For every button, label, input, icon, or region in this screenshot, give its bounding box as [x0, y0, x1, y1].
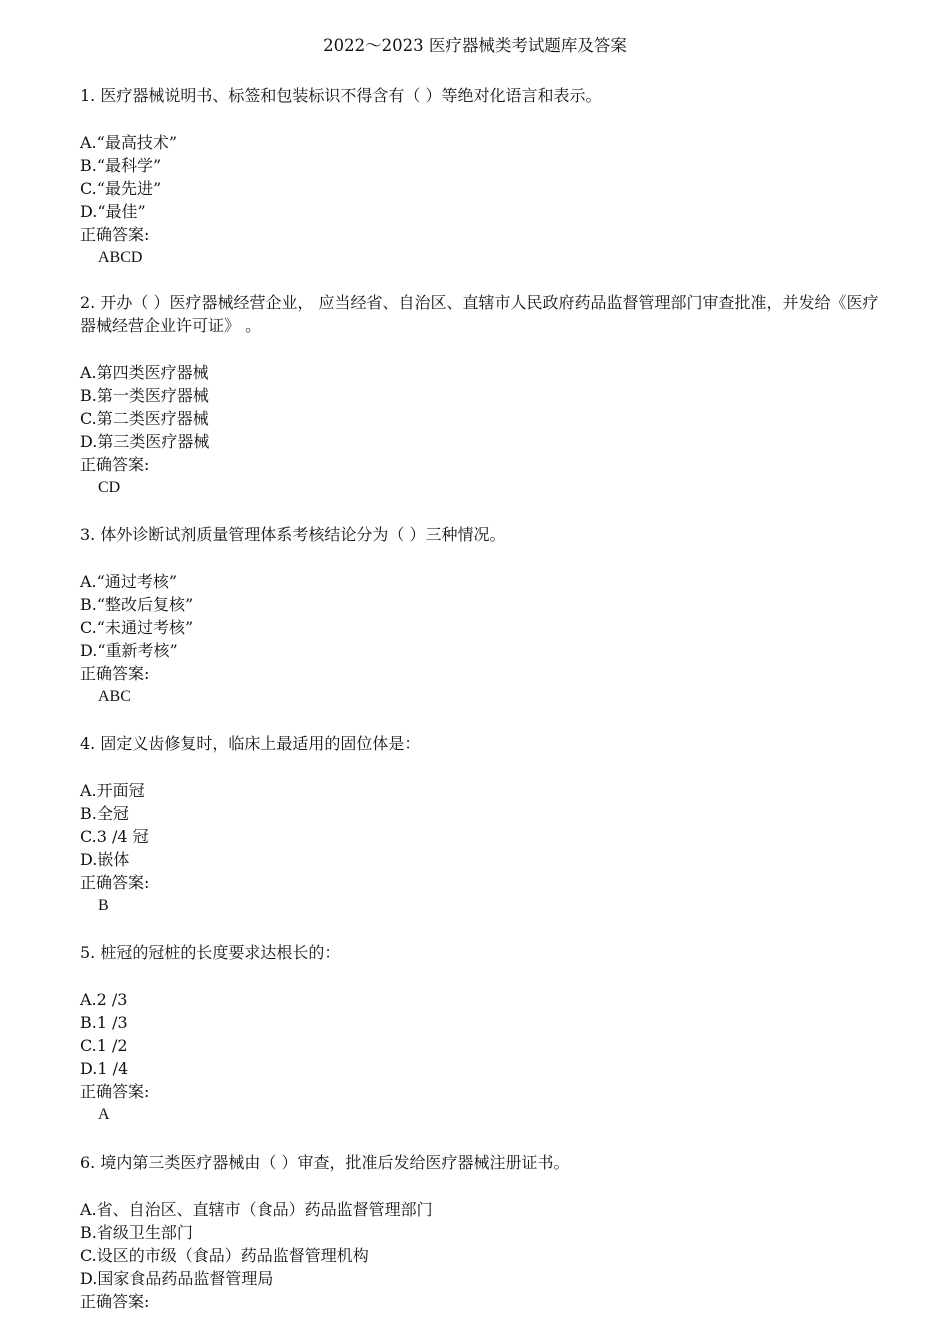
option-b: B.第一类医疗器械 [80, 386, 209, 405]
answer-value: ABC [98, 688, 131, 705]
question-block [80, 523, 880, 708]
question-text: 3. 体外诊断试剂质量管理体系考核结论分为（ ）三种情况。 [80, 525, 506, 544]
option-b: B.“整改后复核” [80, 595, 194, 614]
options-list [80, 570, 880, 708]
question-block [80, 84, 880, 269]
question-text: 4. 固定义齿修复时，临床上最适用的固位体是： [80, 734, 421, 753]
options-list [80, 779, 880, 917]
option-d: D.第三类医疗器械 [80, 432, 210, 451]
option-a: A.2 /3 [80, 990, 128, 1009]
question-text: 2. 开办（ ）医疗器械经营企业， 应当经省、自治区、直辖市人民政府药品监督管理部门审查批准，并发给《医疗器械经营企业许可证》 。 [80, 293, 879, 335]
option-a: A.第四类医疗器械 [80, 363, 209, 382]
answer-label: 正确答案: [80, 1292, 150, 1311]
option-d: D.“重新考核” [80, 641, 178, 660]
options-list [80, 131, 880, 269]
answer-value: A [98, 1106, 110, 1123]
answer-value: CD [98, 479, 121, 496]
option-b: B.“最科学” [80, 156, 162, 175]
option-d: D.国家食品药品监督管理局 [80, 1269, 274, 1288]
answer-label: 正确答案: [80, 1082, 150, 1101]
option-c: C.“未通过考核” [80, 618, 194, 637]
option-c: C.“最先进” [80, 179, 162, 198]
question-block [80, 941, 880, 1126]
option-c: C.1 /2 [80, 1036, 128, 1055]
option-a: A.“通过考核” [80, 572, 178, 591]
option-d: D.1 /4 [80, 1059, 129, 1078]
answer-label: 正确答案: [80, 664, 150, 683]
option-c: C.3 /4 冠 [80, 827, 149, 846]
option-b: B.省级卫生部门 [80, 1223, 193, 1242]
answer-label: 正确答案: [80, 225, 150, 244]
option-a: A.开面冠 [80, 781, 145, 800]
question-block [80, 732, 880, 917]
option-c: C.设区的市级（食品）药品监督管理机构 [80, 1246, 369, 1265]
answer-value: ABCD [98, 249, 143, 266]
options-list [80, 1198, 880, 1313]
options-list [80, 361, 880, 499]
option-d: D.嵌体 [80, 850, 130, 869]
option-b: B.全冠 [80, 804, 129, 823]
answer-label: 正确答案: [80, 873, 150, 892]
question-block [80, 1151, 880, 1313]
option-a: A.省、自治区、直辖市（食品）药品监督管理部门 [80, 1200, 433, 1219]
question-block [80, 291, 880, 499]
options-list [80, 988, 880, 1126]
option-d: D.“最佳” [80, 202, 146, 221]
option-a: A.“最高技术” [80, 133, 178, 152]
option-b: B.1 /3 [80, 1013, 128, 1032]
answer-label: 正确答案: [80, 455, 150, 474]
option-c: C.第二类医疗器械 [80, 409, 209, 428]
question-text: 5. 桩冠的冠桩的长度要求达根长的： [80, 943, 341, 962]
answer-value: B [98, 897, 109, 914]
question-text: 6. 境内第三类医疗器械由（ ）审查，批准后发给医疗器械注册证书。 [80, 1153, 570, 1172]
document-title: 2022～2023 医疗器械类考试题库及答案 [323, 36, 627, 55]
question-text: 1. 医疗器械说明书、标签和包装标识不得含有（ ）等绝对化语言和表示。 [80, 86, 602, 105]
